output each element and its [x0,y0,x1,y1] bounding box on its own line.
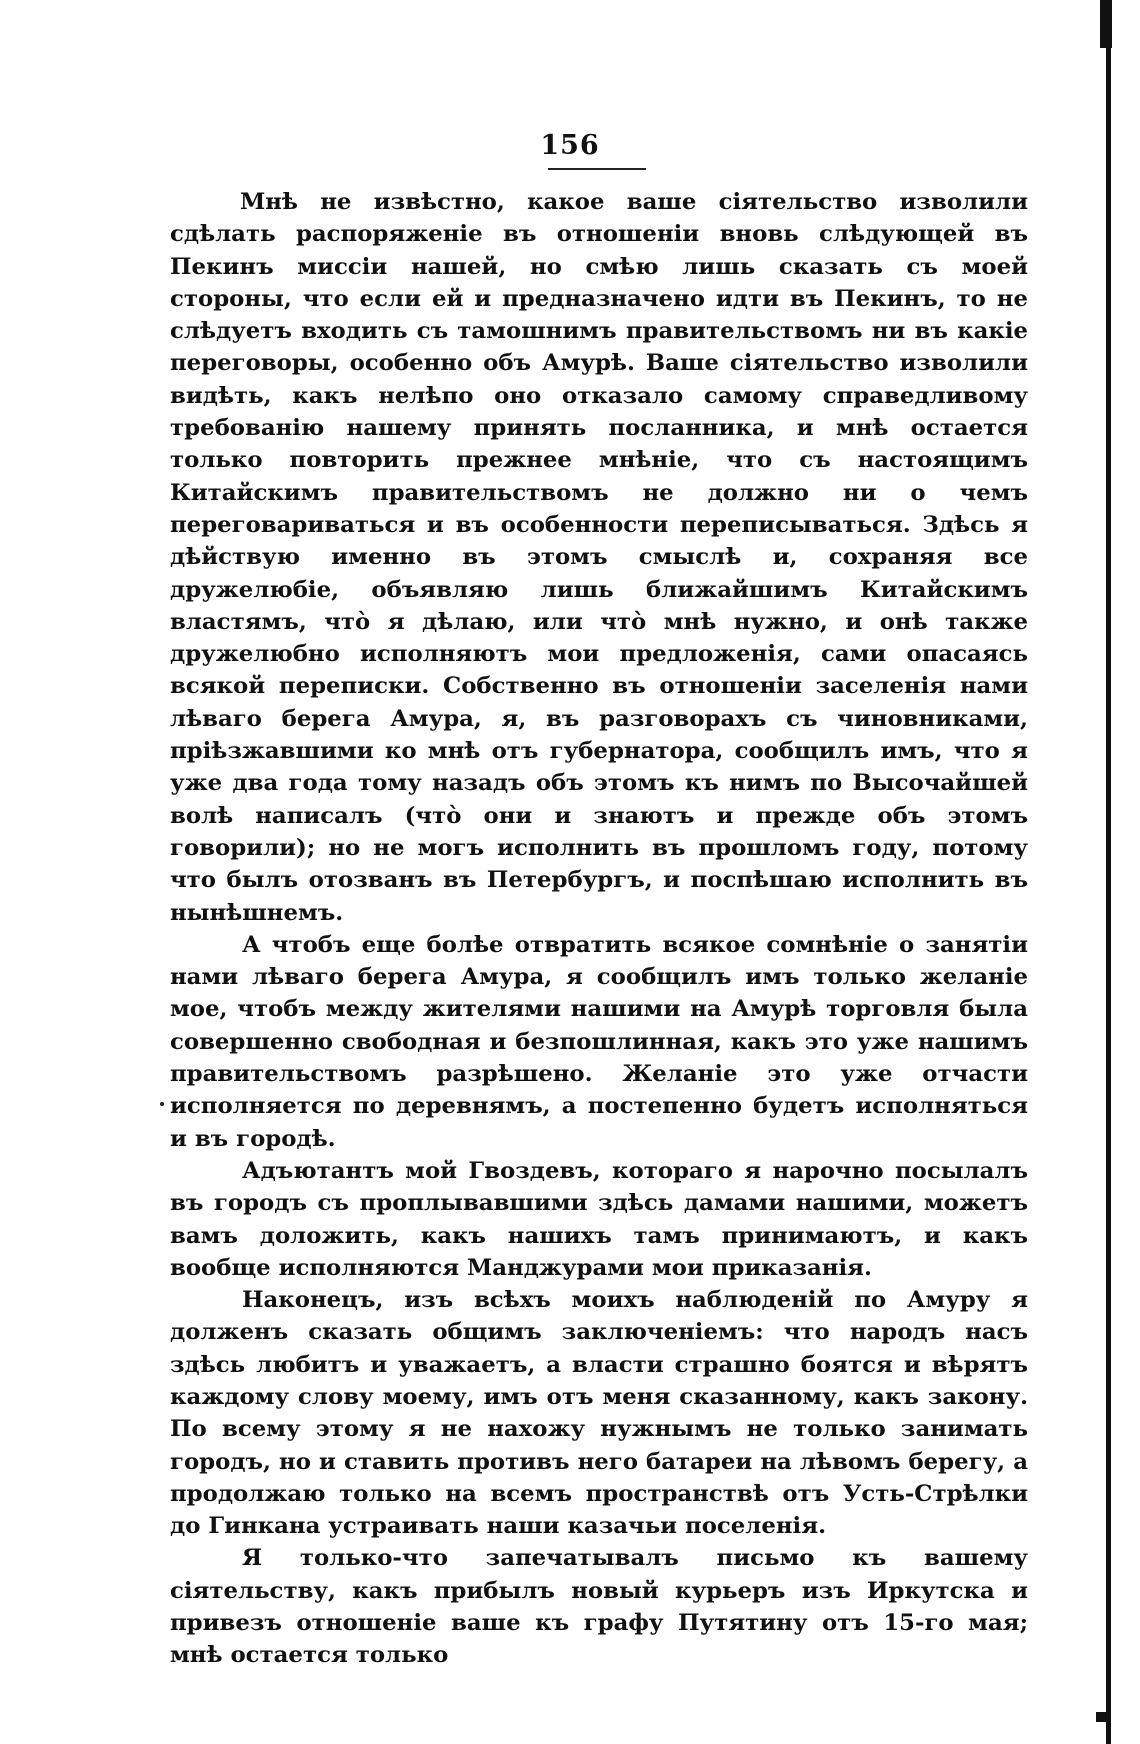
margin-mark [160,1102,164,1106]
page-edge-line [1106,0,1111,1744]
body-text [170,186,1028,1672]
page-number: 156 [540,130,600,161]
paragraph-4: Наконецъ, изъ всѣхъ моихъ наблюденій по Амуру я долженъ сказать общимъ заключеніемъ: что народъ насъ здѣсь любитъ и уважаетъ, а власти страшно боятся и вѣрятъ каждому слову моему, имъ отъ меня сказанному, какъ закону. По всему этому я не нахожу нужнымъ не только занимать городъ, но и ставить противъ него батареи на лѣвомъ берегу, а продолжаю только на всемъ пространствѣ отъ Усть-Стрѣлки до Гинкана устраивать наши казачьи поселенія. [170,1287,1028,1540]
paragraph-3: Адъютантъ мой Гвоздевъ, котораго я нарочно посылалъ въ городъ съ проплывавшими здѣсь дамами нашими, можетъ вамъ доложить, какъ нашихъ тамъ принимаютъ, и какъ вообще исполняются Манджурами мои приказанія. [170,1157,1028,1281]
page-number-underline [548,168,646,170]
paragraph-2: А чтобъ еще болѣе отвратить всякое сомнѣніе о занятіи нами лѣваго берега Амура, я сообщилъ имъ только желаніе мое, чтобъ между жителями нашими на Амурѣ торговля была совершенно свободная и безпошлинная, какъ это уже нашимъ правительствомъ разрѣшено. Желаніе это уже отчасти исполняется по деревнямъ, а постепенно будетъ исполняться и въ городѣ. [170,931,1028,1152]
page-corner-mark [1096,1712,1110,1722]
paragraph-5: Я только-что запечатывалъ письмо къ вашему сіятельству, какъ прибылъ новый курьеръ изъ Иркутска и привезъ отношеніе ваше къ графу Путятину отъ 15-го мая; мнѣ остается только [170,1545,1028,1669]
paragraph-1: Мнѣ не извѣстно, какое ваше сіятельство изволили сдѣлать распоряженіе въ отношеніи вновь слѣдующей въ Пекинъ миссіи нашей, но смѣю лишь сказать съ моей стороны, что если ей и предназначено идти въ Пекинъ, то не слѣдуетъ входить съ тамошнимъ правительствомъ ни въ какіе переговоры, особенно объ Амурѣ. Ваше сіятельство изволили видѣть, какъ нелѣпо оно отказало самому справедливому требованію нашему принять посланника, и мнѣ остается только повторить прежнее мнѣніе, что съ настоящимъ Китайскимъ правительствомъ не должно ни о чемъ переговариваться и въ особенности переписываться. Здѣсь я дѣйствую именно въ этомъ смыслѣ и, сохраняя все дружелюбіе, объявляю лишь ближайшимъ Китайскимъ властямъ, что̀ я дѣлаю, или что̀ мнѣ нужно, и онѣ также дружелюбно исполняютъ мои предложенія, сами опасаясь всякой переписки. Собственно въ отношеніи заселенія нами лѣваго берега Амура, я, въ разговорахъ съ чиновниками, пріѣзжавшими ко мнѣ отъ губернатора, сообщилъ имъ, что я уже два года тому назадъ объ этомъ къ нимъ по Высочайшей волѣ написалъ (что̀ они и знаютъ и прежде объ этомъ говорили); но не могъ исполнить въ прошломъ году, потому что былъ отозванъ въ Петербургъ, и поспѣшаю исполнить въ нынѣшнемъ. [170,189,1028,926]
